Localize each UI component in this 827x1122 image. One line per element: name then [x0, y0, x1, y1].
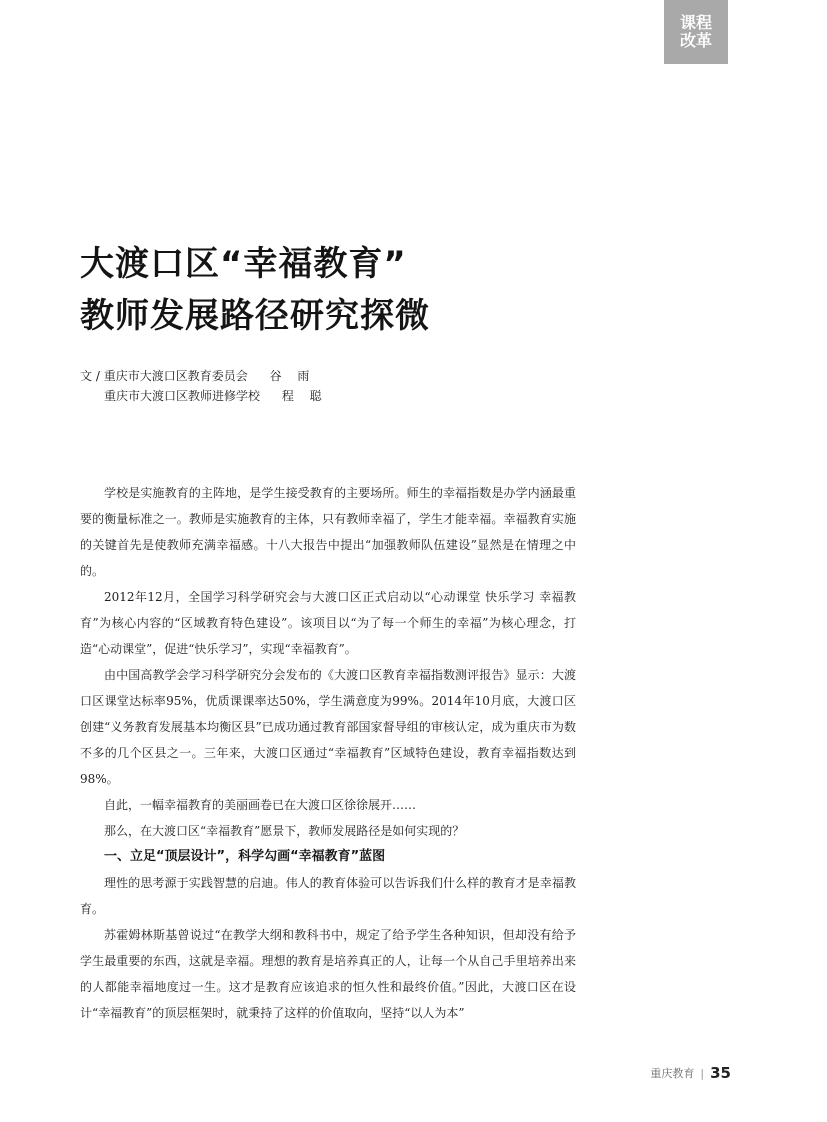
section-tab	[664, 0, 728, 64]
paragraph: 自此，一幅幸福教育的美丽画卷已在大渡口区徐徐展开……	[104, 798, 417, 812]
byline	[80, 366, 328, 406]
section-tab-line2: 改革	[679, 31, 712, 50]
paragraph: 那么，在大渡口区“幸福教育”愿景下，教师发展路径是如何实现的？	[104, 824, 465, 838]
title-line-2: 教师发展路径研究探微	[80, 296, 430, 336]
footer-separator: |	[700, 1066, 705, 1080]
author-name-2: 程 聪	[281, 389, 328, 403]
section-tab-line1: 课程	[679, 13, 712, 32]
journal-name: 重庆教育	[650, 1067, 695, 1080]
page-footer	[650, 1064, 731, 1082]
byline-line-1	[80, 366, 328, 386]
author-org-2: 重庆市大渡口区教师进修学校	[104, 389, 261, 403]
article-body	[80, 480, 576, 1026]
title-line-1: 大渡口区“幸福教育”	[80, 244, 407, 284]
author-org-1: 重庆市大渡口区教育委员会	[103, 369, 248, 383]
page-number: 35	[710, 1064, 731, 1082]
byline-line-2	[80, 386, 328, 406]
paragraph: 学校是实施教育的主阵地，是学生接受教育的主要场所。师生的幸福指数是办学内涵最重要的衡量标准之一。教师是实施教育的主体，只有教师幸福了，学生才能幸福。幸福教育实施的关键首先是使教师充满幸福感。十八大报告中提出“加强教师队伍建设”显然是在情理之中的。	[80, 486, 576, 578]
paragraph: 2012年12月，全国学习科学研究会与大渡口区正式启动以“心动课堂 快乐学习 幸福教育”为核心内容的“区域教育特色建设”。该项目以“为了每一个师生的幸福”为核心理念，打造“心动课堂”，促进“快乐学习”，实现“幸福教育”。	[80, 590, 576, 656]
paragraph: 理性的思考源于实践智慧的启迪。伟人的教育体验可以告诉我们什么样的教育才是幸福教育。	[80, 876, 576, 916]
paragraph: 苏霍姆林斯基曾说过“在教学大纲和教科书中，规定了给予学生各种知识，但却没有给予学生最重要的东西，这就是幸福。理想的教育是培养真正的人，让每一个从自己手里培养出来的人都能幸福地度过一生。这才是教育应该追求的恒久性和最终价值。”因此，大渡口区在设计“幸福教育”的顶层框架时，就秉持了这样的价值取向，坚持“以人为本”	[80, 928, 576, 1020]
byline-prefix: 文 /	[80, 369, 100, 383]
section-heading: 一、立足“顶层设计”，科学勾画“幸福教育”蓝图	[104, 849, 386, 864]
author-name-1: 谷 雨	[269, 369, 316, 383]
paragraph: 由中国高教学会学习科学研究分会发布的《大渡口区教育幸福指数测评报告》显示：大渡口区课堂达标率95%，优质课课率达50%，学生满意度为99%。2014年10月底，大渡口区创建“义务教育发展基本均衡区县”已成功通过教育部国家督导组的审核认定，成为重庆市为数不多的几个区县之一。三年来，大渡口区通过“幸福教育”区域特色建设，教育幸福指数达到98%。	[80, 668, 576, 786]
